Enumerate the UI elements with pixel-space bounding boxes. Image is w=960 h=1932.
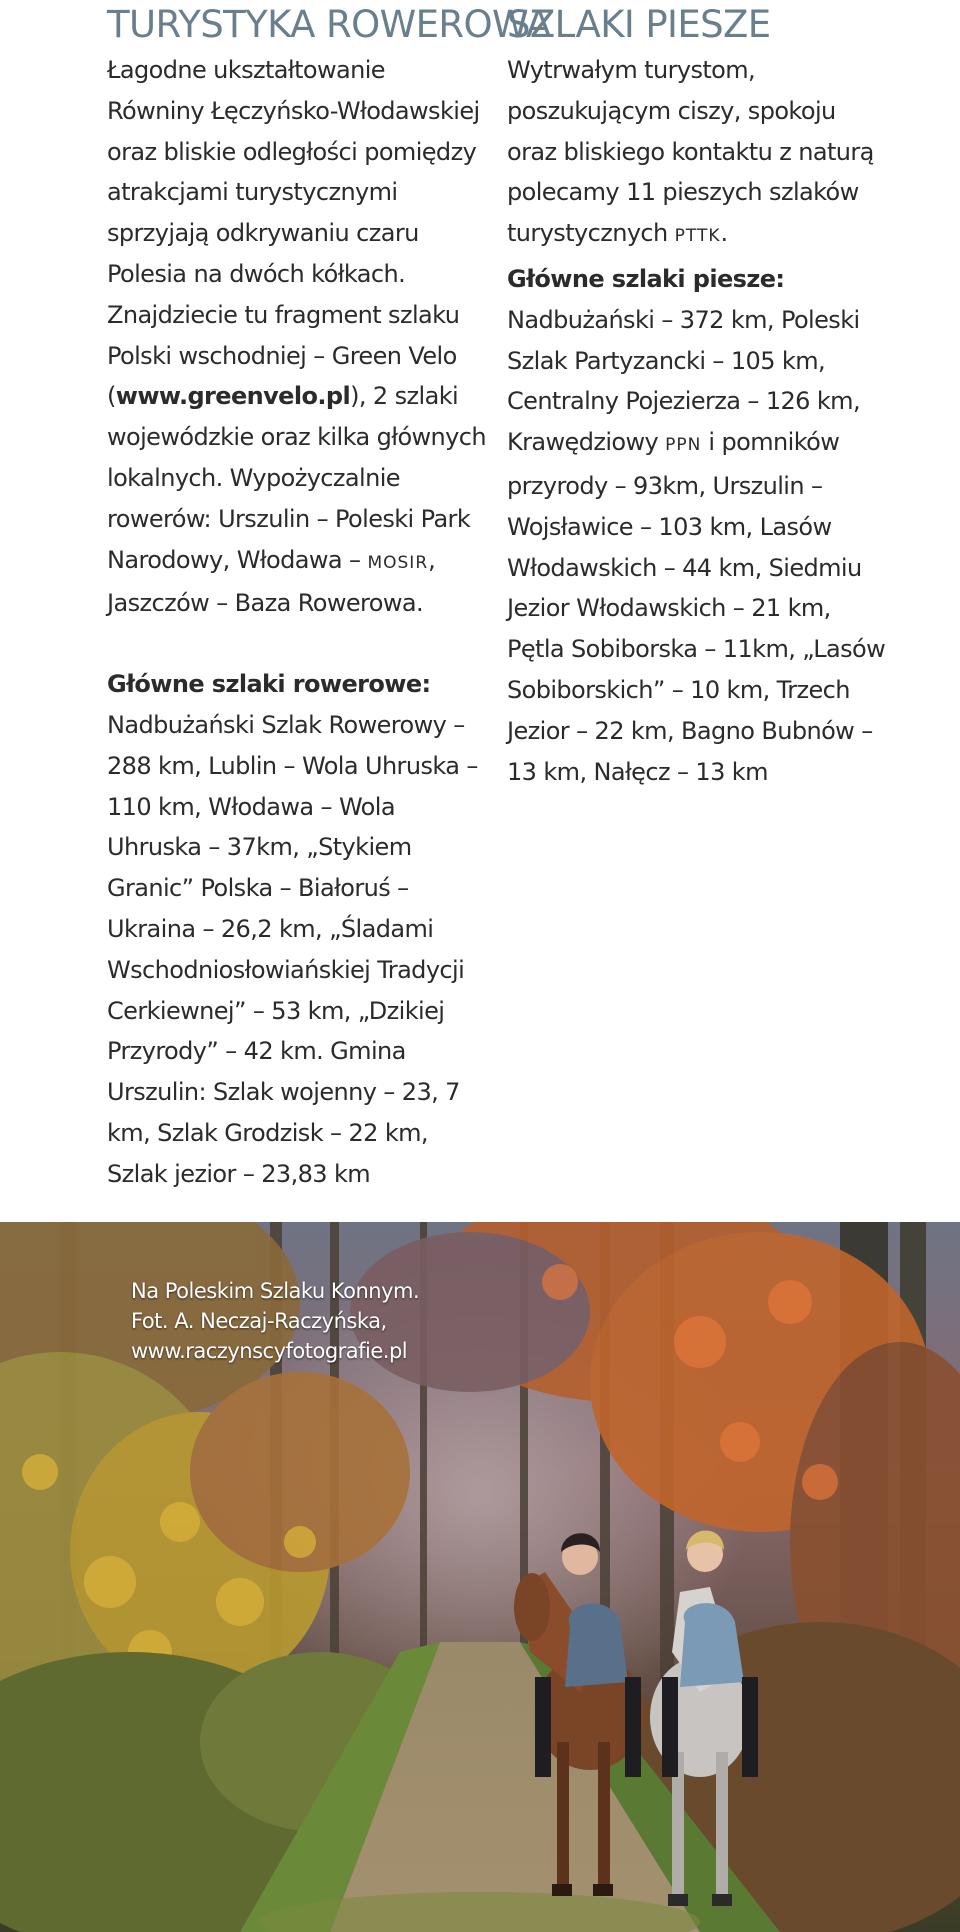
cycling-routes-text: Nadbużański Szlak Rowerowy – 288 km, Lublin – Wola Uhruska – 110 km, Włodawa – Wola Uhruska – 37km, „Stykiem Granic” Polska – Białoruś – Ukraina – 26,2 km, „Śladami Wschodniosłowiańskiej Tradycji Cerkiewnej” – 53 km, „Dzikiej Przyrody” – 42 km. Gmina Urszulin: Szlak wojenny – 23, 7 km, Szlak Grodzisk – 22 km, Szlak jezior – 23,83 km bbox=[107, 710, 478, 1188]
ppn-abbr: PPN bbox=[665, 435, 702, 456]
cycling-intro-text-3: , Jaszczów – Baza Rowerowa. bbox=[107, 545, 436, 618]
hiking-routes-text-1: Nadbużański – 372 km, Poleski Szlak Partyzancki – 105 km, Centralny Pojezierza – 126 km, Krawędziowy bbox=[507, 305, 860, 457]
cycling-intro bbox=[107, 50, 487, 624]
hiking-intro-text-2: . bbox=[720, 219, 728, 248]
cycling-intro-text-2: ), 2 szlaki wojewódzkie oraz kilka głównych lokalnych. Wypożyczalnie rowerów: Urszulin – Poleski Park Narodowy, Włodawa – bbox=[107, 382, 486, 574]
mosir-abbr: MOSIR bbox=[367, 552, 429, 573]
cycling-routes bbox=[107, 664, 487, 1194]
heading-hiking: SZLAKI PIESZE bbox=[507, 3, 771, 46]
caption-line-1: Na Poleskim Szlaku Konnym. bbox=[131, 1279, 420, 1303]
heading-cycling: TURYSTYKA ROWEROWA bbox=[107, 3, 551, 46]
greenvelo-link[interactable]: www.greenvelo.pl bbox=[115, 382, 351, 411]
hiking-intro bbox=[507, 50, 887, 257]
caption-line-3: www.raczynscyfotografie.pl bbox=[131, 1339, 408, 1363]
hiking-intro-text-1: Wytrwałym turystom, poszukującym ciszy, spokoju oraz bliskiego kontaktu z naturą polecamy 11 pieszych szlaków turystycznych bbox=[507, 56, 874, 248]
hiking-routes-label: Główne szlaki piesze: bbox=[507, 264, 785, 293]
photo-caption bbox=[131, 1276, 419, 1366]
hiking-routes-text-2: i pomników przyrody – 93km, Urszulin – Wojsławice – 103 km, Lasów Włodawskich – 44 km, Siedmiu Jezior Włodawskich – 21 km, Pętla Sobiborska – 11km, „Lasów Sobiborskich” – 10 km, Trzech Jezior – 22 km, Bagno Bubnów – 13 km, Nałęcz – 13 km bbox=[507, 428, 886, 786]
cycling-routes-label: Główne szlaki rowerowe: bbox=[107, 670, 431, 699]
column-hiking bbox=[507, 0, 887, 792]
column-cycling bbox=[107, 0, 551, 1195]
pttk-abbr: PTTK bbox=[674, 226, 721, 247]
caption-line-2: Fot. A. Neczaj-Raczyńska, bbox=[131, 1309, 387, 1333]
forest-riders-photo bbox=[0, 1222, 960, 1932]
hiking-routes bbox=[507, 259, 887, 792]
cycling-intro-text-1: Łagodne ukształtowanie Równiny Łęczyńsko-Włodawskiej oraz bliskie odległości pomiędzy atrakcjami turystycznymi sprzyjają odkrywaniu czaru Polesia na dwóch kółkach. Znajdziecie tu fragment szlaku Polski wschodniej – Green Velo ( bbox=[107, 56, 480, 411]
